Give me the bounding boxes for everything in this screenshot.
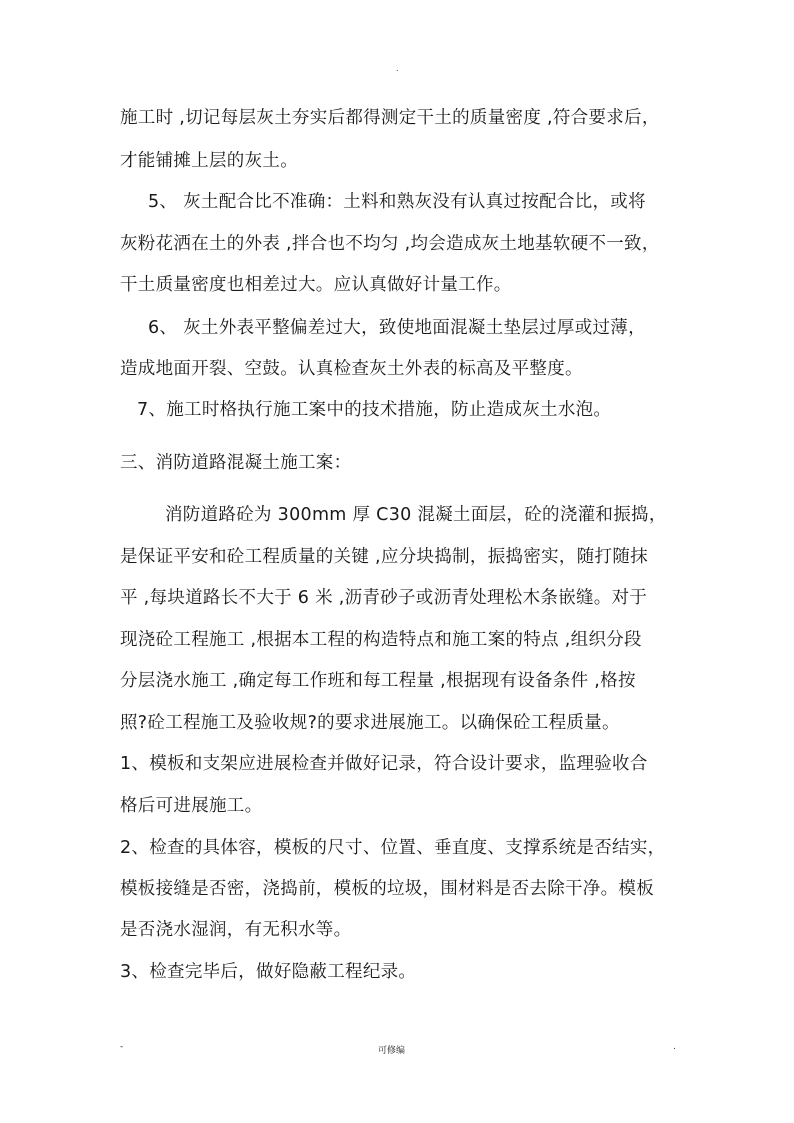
paragraph-line: 照?砼工程施工及验收规?的要求进展施工。以确保砼工程质量。	[120, 713, 620, 733]
paragraph-line: 消防道路砼为 300mm 厚 C30 混凝土面层，砼的浇灌和振捣，	[165, 505, 667, 525]
paragraph-line: 才能铺摊上层的灰土。	[120, 151, 298, 171]
paragraph-line: 施工时 ,切记每层灰土夯实后都得测定干土的质量密度 ,符合要求后，	[120, 108, 660, 128]
paragraph-line: 格后可进展施工。	[120, 796, 263, 816]
paragraph-line: 平 ,每块道路长不大于 6 米 ,沥青砂子或沥青处理松木条嵌缝。对于	[120, 588, 648, 608]
footer-right-mark: .	[673, 1042, 676, 1052]
list-item-3: 3、检查完毕后，做好隐蔽工程纪录。	[120, 962, 417, 982]
paragraph-line: 干土质量密度也相差过大。应认真做好计量工作。	[120, 275, 512, 295]
paragraph-line: 灰粉花洒在土的外表 ,拌合也不均匀 ,均会造成灰土地基软硬不一致，	[120, 234, 660, 254]
paragraph-line: 是否浇水湿润，有无积水等。	[120, 920, 352, 940]
header-mark: .	[396, 64, 399, 73]
page-footer	[120, 1041, 680, 1057]
paragraph-line: 是保证平安和砼工程质量的关键 ,应分块捣制，振捣密实，随打随抹	[120, 547, 648, 567]
list-item-7: 7、施工时格执行施工案中的技术措施，防止造成灰土水泡。	[137, 400, 612, 420]
footer-left-mark: -	[120, 1042, 124, 1052]
paragraph-line: 分层浇水施工 ,确定每工作班和每工程量 ,根据现有设备条件 ,格按	[120, 671, 636, 691]
paragraph-line: 现浇砼工程施工 ,根据本工程的构造特点和施工案的特点 ,组织分段	[120, 630, 642, 650]
paragraph-line: 模板接缝是否密，浇捣前，模板的垃圾，围材料是否去除干净。模板	[120, 879, 654, 899]
paragraph-line: 造成地面开裂、空鼓。认真检查灰土外表的标高及平整度。	[120, 359, 583, 379]
footer-center-text: 可修编	[378, 1046, 406, 1056]
list-item-1: 1、模板和支架应进展检查并做好记录，符合设计要求，监理验收合	[120, 754, 648, 774]
list-item-6: 6、 灰土外表平整偏差过大，致使地面混凝土垫层过厚或过薄，	[148, 318, 646, 338]
section-heading: 三、消防道路混凝土施工案：	[120, 453, 352, 473]
list-item-2: 2、检查的具体容，模板的尺寸、位置、垂直度、支撑系统是否结实，	[120, 838, 666, 858]
list-item-5: 5、 灰土配合比不准确：土料和熟灰没有认真过按配合比，或将	[148, 192, 646, 212]
